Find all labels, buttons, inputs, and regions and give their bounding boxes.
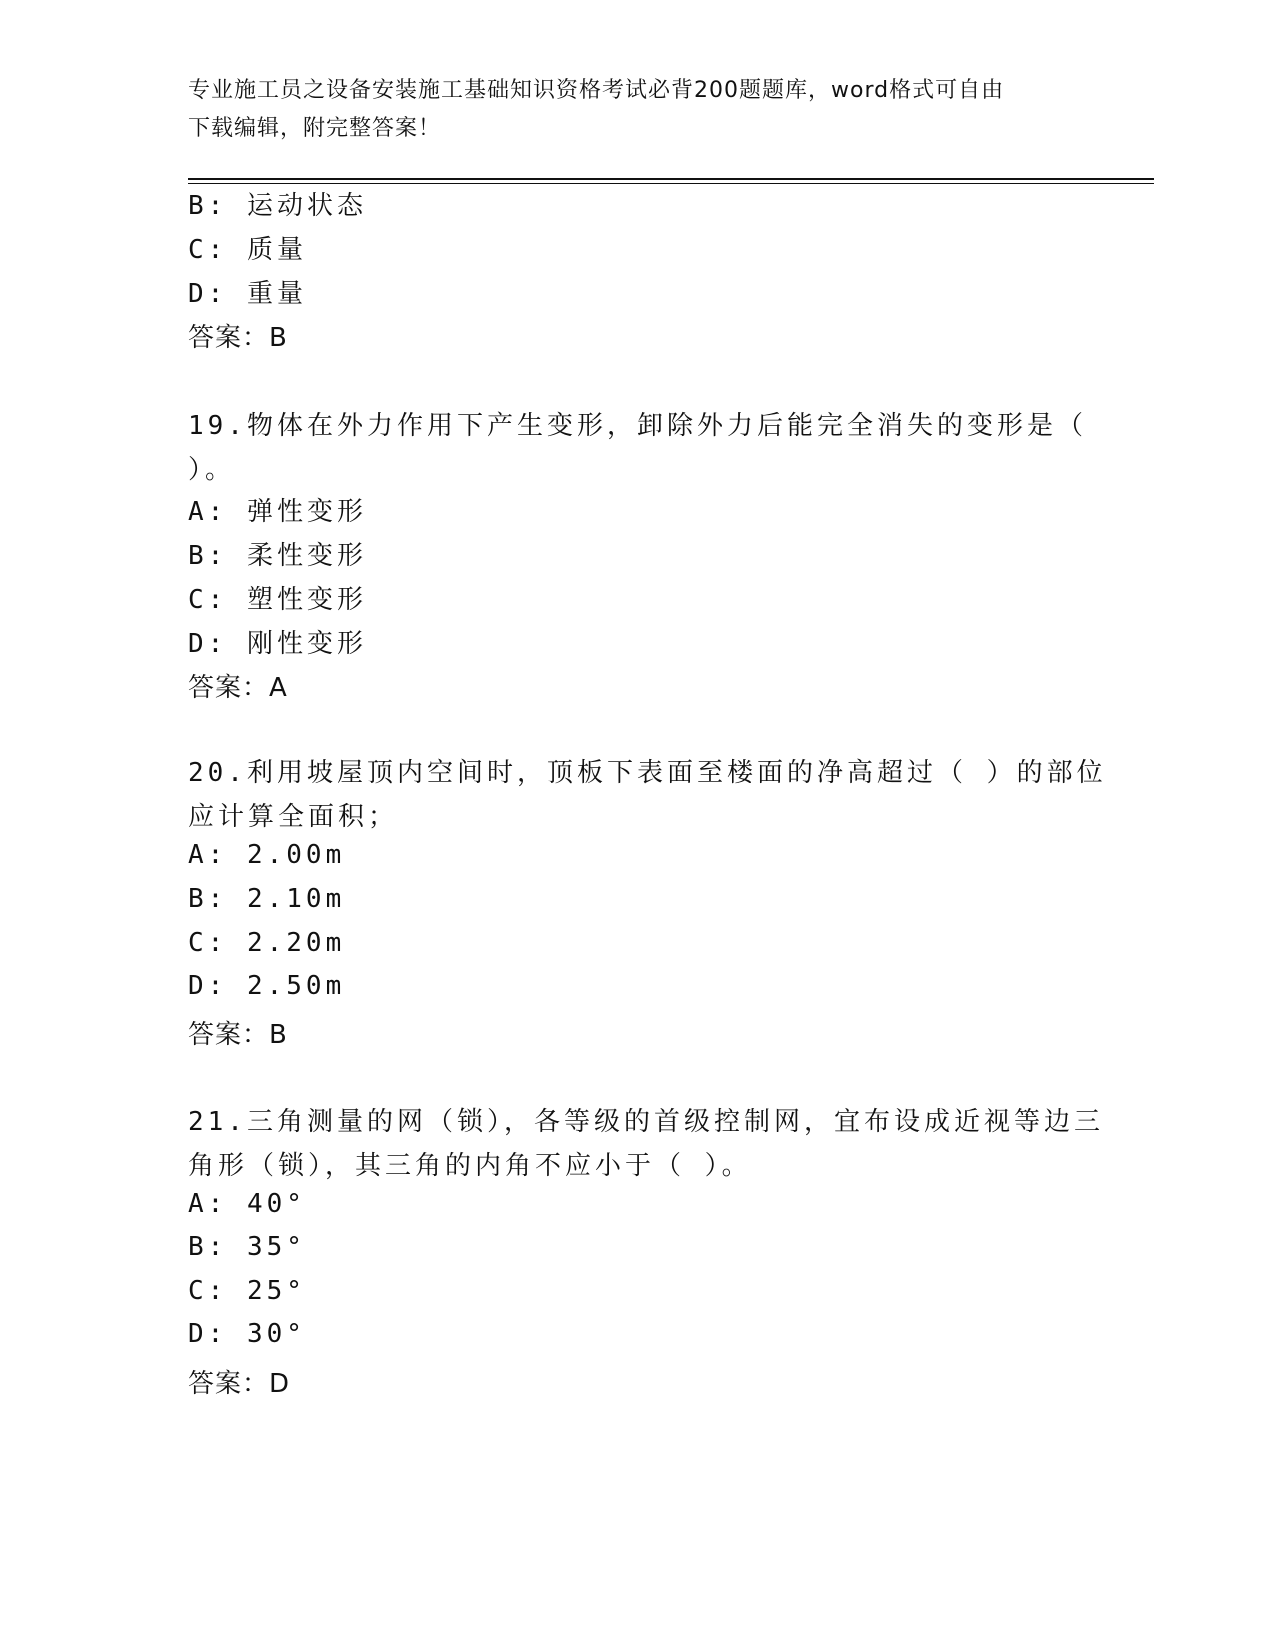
q20-stem-line-1: 20.利用坡屋顶内空间时，顶板下表面至楼面的净高超过（ ）的部位 (188, 758, 1107, 788)
q21-stem-line-1: 21.三角测量的网（锁），各等级的首级控制网，宜布设成近视等边三 (188, 1107, 1104, 1137)
q20-answer: 答案：B (188, 1020, 288, 1050)
q21-option-d: D: 30° (188, 1319, 306, 1349)
q21-answer: 答案：D (188, 1369, 291, 1399)
q20-option-c: C: 2.20m (188, 928, 346, 958)
q19-stem-line-2: ）。 (188, 455, 236, 485)
q21-option-b: B: 35° (188, 1232, 306, 1262)
q20-option-d: D: 2.50m (188, 971, 346, 1001)
q18-option-c: C: 质量 (188, 235, 307, 265)
q18-option-d: D: 重量 (188, 279, 307, 309)
q20-option-b: B: 2.10m (188, 884, 346, 914)
q19-answer: 答案：A (188, 673, 288, 703)
q18-option-b: B: 运动状态 (188, 191, 367, 221)
header-divider-thin (188, 183, 1154, 184)
document-header (188, 72, 1088, 148)
header-line-2: 下载编辑，附完整答案！ (188, 116, 442, 141)
q19-option-d: D: 刚性变形 (188, 629, 367, 659)
q18-answer: 答案：B (188, 323, 288, 353)
header-line-1: 专业施工员之设备安装施工基础知识资格考试必背200题题库，word格式可自由 (188, 78, 1005, 103)
q21-option-a: A: 40° (188, 1189, 306, 1219)
q21-option-c: C: 25° (188, 1276, 306, 1306)
q20-option-a: A: 2.00m (188, 840, 346, 870)
q19-option-c: C: 塑性变形 (188, 585, 367, 615)
q19-option-a: A: 弹性变形 (188, 497, 367, 527)
q19-stem-line-1: 19.物体在外力作用下产生变形，卸除外力后能完全消失的变形是（ (188, 411, 1087, 441)
q20-stem-line-2: 应计算全面积； (188, 802, 399, 832)
q21-stem-line-2: 角形（锁），其三角的内角不应小于（ ）。 (188, 1151, 752, 1181)
header-divider-thick (188, 178, 1154, 180)
q19-option-b: B: 柔性变形 (188, 541, 367, 571)
